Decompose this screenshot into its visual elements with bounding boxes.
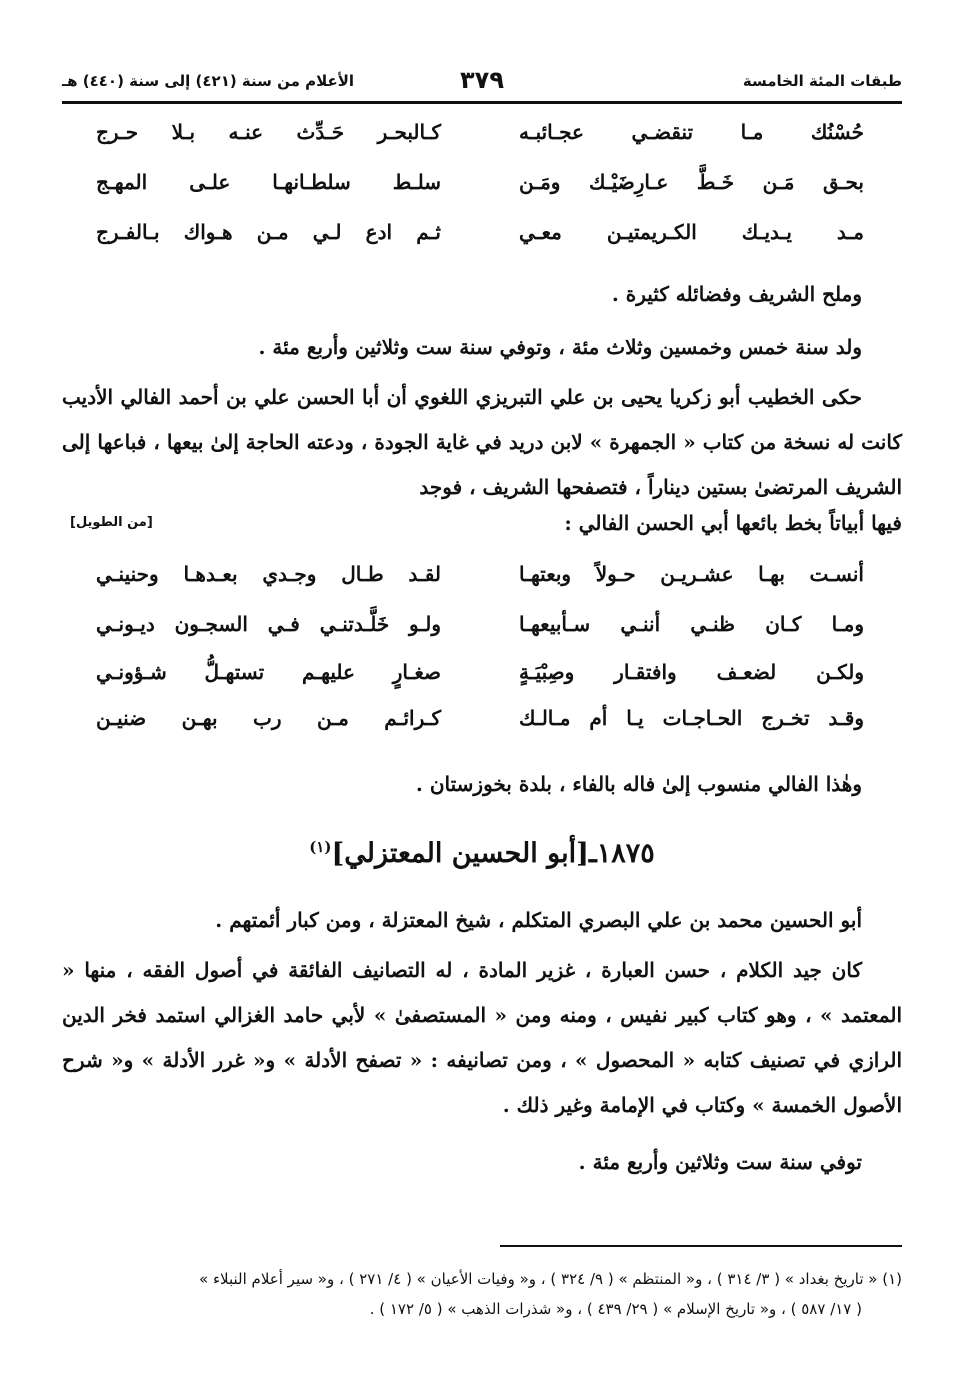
verse-second-hemistich: صغـارٍ عليهـم تستهـلُّ شـؤونـي [96, 660, 441, 684]
footnote [62, 1264, 902, 1324]
verse-first-hemistich: بحـق مَـن خَـطَّ عـارِضَيْـك ومَـن [519, 170, 864, 194]
paragraph-birth-death: ولد سنة خمس وخمسين وثلاث مئة ، وتوفي سنة ست وثلاثين وأربع مئة . [258, 335, 862, 359]
verse-second-hemistich: لقـد طـال وجـدي بعـدهـا وحنينـي [96, 562, 441, 586]
footnote-line: ( ١٧/ ٥٨٧ ) ، و« تاريخ الإسلام » ( ٢٩/ ٤٣٩ ) ، و« شذرات الذهب » ( ٥/ ١٧٢ ) . [369, 1300, 862, 1318]
poem-verse [96, 170, 864, 218]
running-header [62, 66, 902, 100]
page-number: ٣٧٩ [460, 66, 504, 94]
meter-label: [من الطويل] [70, 515, 153, 530]
verse-second-hemistich: ثـم ادع لـي مـن هـواك بـالفـرج [96, 220, 441, 244]
entry-title-text: [أبو الحسين المعتزلي] [331, 838, 589, 869]
paragraph-works: كان جيد الكلام ، حسن العبارة ، غزير المادة ، له التصانيف الفائقة في أصول الفقه ، منها « المعتمد » ، وهو كتاب كبير نفيس ، ومنه ومن « المستصفىٰ » لأبي حامد الغزالي استمد فخر الدين الرازي في تصنيف كتابه « المحصول » ، ومن تصانيفه : « تصفح الأدلة » و« غرر الأدلة » و« شرح الأصول الخمسة » وكتاب في الإمامة وغير ذلك . [62, 958, 902, 1117]
poem-verse [96, 120, 864, 168]
verse-first-hemistich: ولكـن لضعـف وافتقـار وصِبْيَـةٍ [519, 660, 864, 684]
header-book-section: طبقات المئة الخامسة [742, 72, 902, 90]
verse-first-hemistich: أنسـت بهـا عشـريـن حـولاً وبعتهـا [519, 562, 864, 586]
header-rule [62, 101, 902, 104]
verse-second-hemistich: كـالبحـر حَـدِّث عنـه بـلا حـرج [96, 120, 441, 144]
paragraph-intro: أبو الحسين محمد بن علي البصري المتكلم ، شيخ المعتزلة ، ومن كبار أئمتهم . [215, 908, 862, 932]
verse-first-hemistich: مـد يـديـك الكـريمتيـن معـي [519, 220, 864, 244]
paragraph-melah: وملح الشريف وفضائله كثيرة . [611, 282, 862, 306]
verse-second-hemistich: ولـو خَلَّـدتنـي فـي السجـون ديـونـي [96, 612, 441, 636]
footnote-ref: (١) [309, 838, 332, 856]
paragraph-story: حكى الخطيب أبو زكريا يحيى بن علي التبريزي اللغوي أن أبا الحسن علي بن أحمد الفالي الأديب كانت له نسخة من كتاب « الجمهرة » لابن دريد في غاية الجودة ، ودعته الحاجة إلىٰ بيعها ، فباعها إلى الشريف المرتضىٰ بستين ديناراً ، فتصفحها الشريف ، فوجد [62, 385, 902, 499]
paragraph-death: توفي سنة ست وثلاثين وأربع مئة . [578, 1150, 862, 1174]
story-last-line [62, 511, 902, 551]
paragraph-fali: وهٰذا الفالي منسوب إلىٰ فاله بالفاء ، بلدة بخوزستان . [415, 772, 862, 796]
entry-heading [62, 838, 902, 869]
verse-second-hemistich: كـرائـم مـن رب بهـن ضنيـن [96, 706, 441, 730]
verse-first-hemistich: ومـا كـان ظنـي أننـي سـأبيعهـا [519, 612, 864, 636]
poem-verse [96, 562, 864, 610]
poem-verse [96, 612, 864, 660]
verse-first-hemistich: وقـد تخـرج الحـاجـات يـا أم مـالـك [519, 706, 864, 730]
header-year-range: الأعلام من سنة (٤٢١) إلى سنة (٤٤٠) هـ [62, 72, 355, 90]
poem-verse [96, 706, 864, 754]
verse-first-hemistich: حُسْنُك مـا تنقضـي عجـائبـه [519, 120, 864, 144]
footnote-rule [500, 1245, 902, 1247]
verse-second-hemistich: سلـط سلطـانهـا علـى المهـج [96, 170, 441, 194]
entry-dash: ـ [588, 838, 597, 869]
poem-verse [96, 660, 864, 708]
poem-verse [96, 220, 864, 268]
footnote-line: (١) « تاريخ بغداد » ( ٣/ ٣١٤ ) ، و« المنتظم » ( ٩/ ٣٢٤ ) ، و« وفيات الأعيان » ( ٤/ ٢٧١ ) ، و« سير أعلام النبلاء » [199, 1270, 902, 1288]
entry-number: ١٨٧٥ [596, 838, 655, 869]
story-last-line-text: فيها أبياتاً بخط بائعها أبي الحسن الفالي : [564, 511, 902, 535]
